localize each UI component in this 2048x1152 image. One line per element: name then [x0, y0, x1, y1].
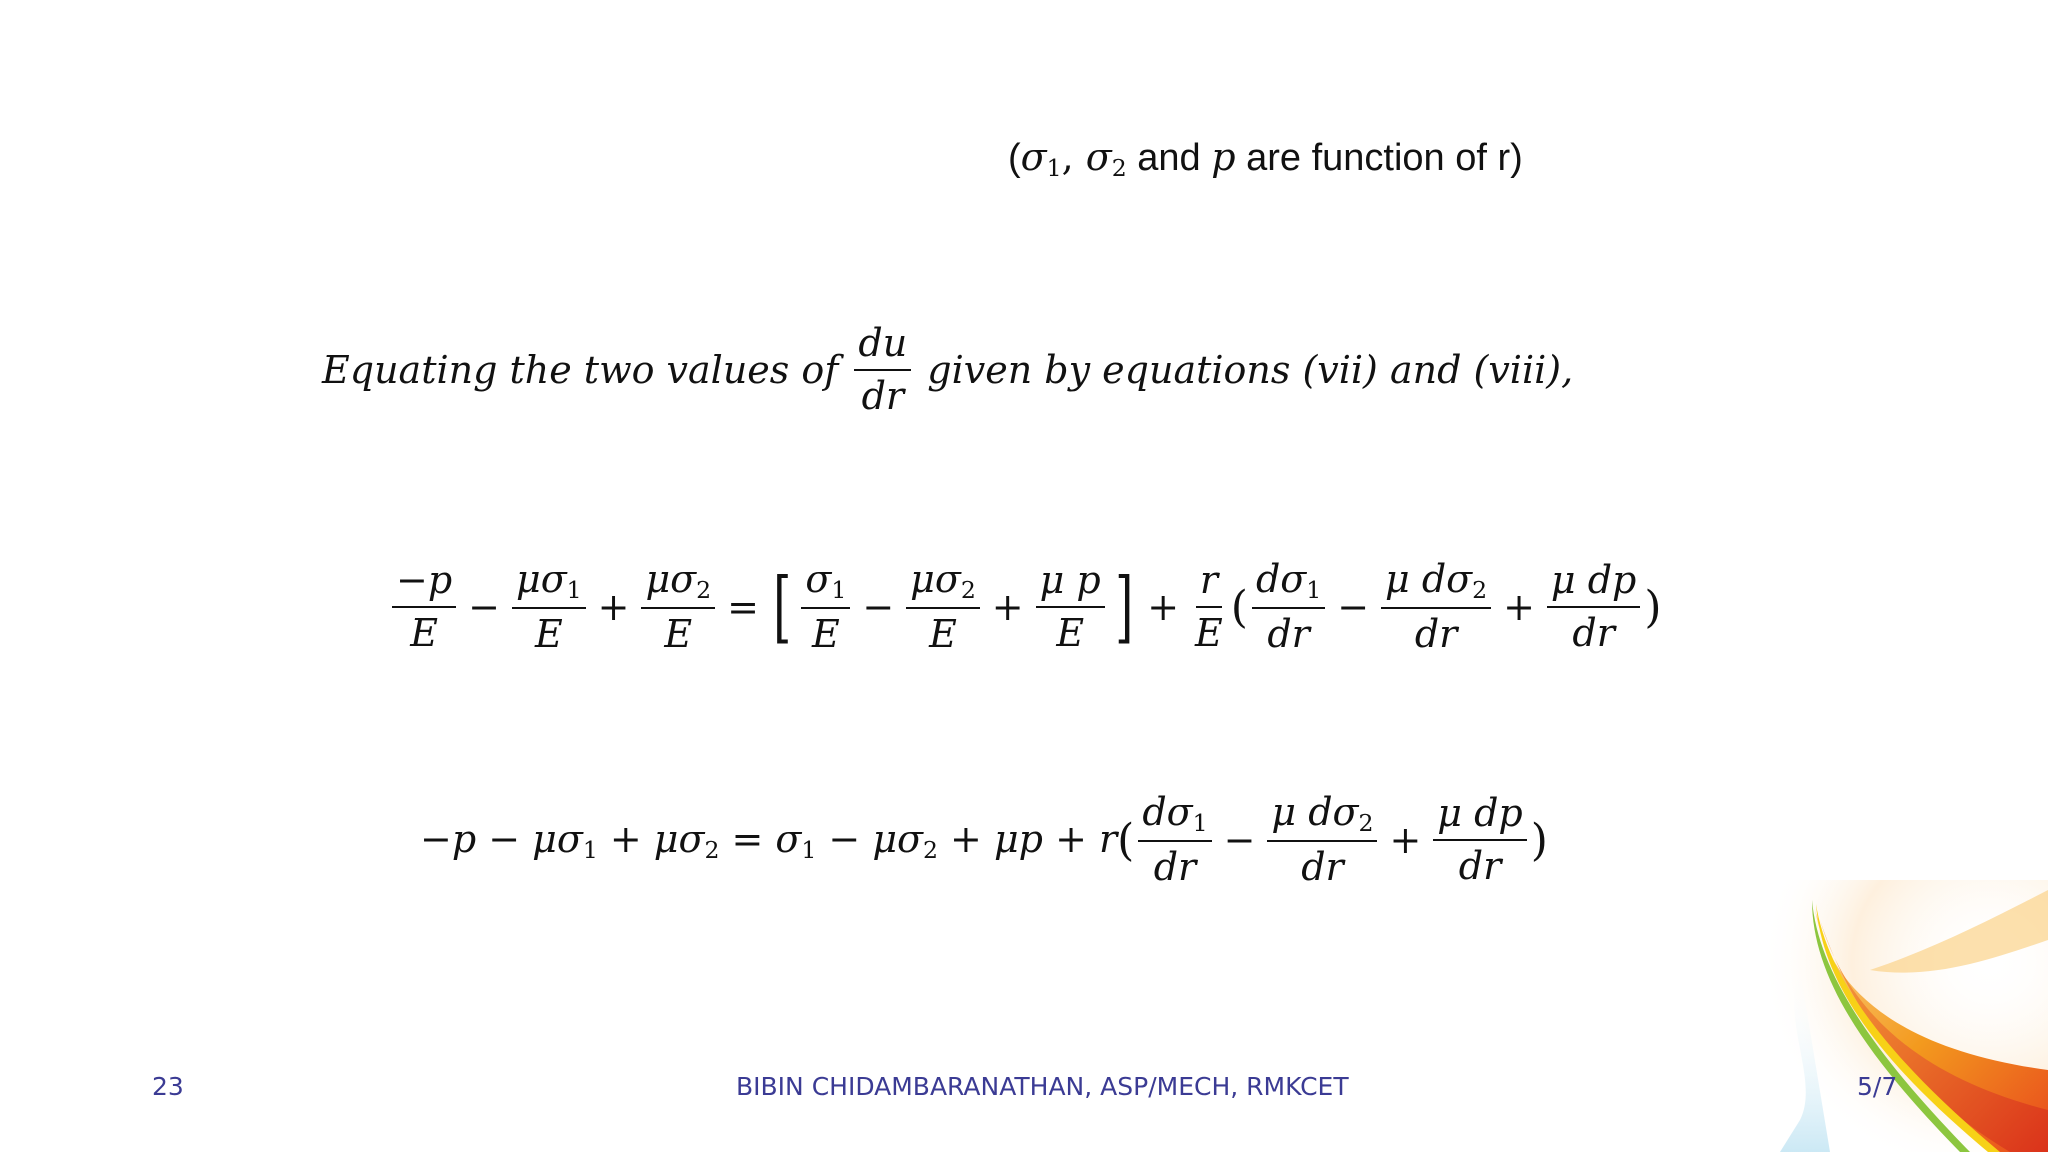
eq1-right-paren: ): [1644, 581, 1662, 633]
eq1-t1-den: E: [410, 611, 438, 655]
eq1-minus-2: −: [862, 585, 895, 629]
eq2-term-mu-dsigma2-dr: [1267, 790, 1377, 891]
eq1-t2-num: $\mu\sigma_1$: [512, 557, 586, 610]
note-sigma2: $\sigma_2$: [1085, 135, 1127, 182]
eq1-t8-den: dr: [1267, 612, 1310, 657]
eq2-f2-num: μ $d\sigma_2$: [1267, 790, 1377, 843]
eq1-t7-den: E: [1195, 611, 1223, 655]
eq1-t2-den: E: [534, 612, 563, 657]
equating-lead: Equating the two values of: [322, 348, 851, 392]
note-tail: are function of r): [1235, 137, 1523, 179]
equation-one: [388, 552, 1662, 662]
eq1-t10-den: dr: [1572, 611, 1615, 655]
eq1-equals: =: [727, 585, 759, 629]
eq1-t8-num: $d\sigma_1$: [1252, 557, 1325, 610]
note-p: p: [1211, 135, 1236, 179]
eq1-t9-num: μ $d\sigma_2$: [1381, 557, 1491, 610]
eq1-plus-1: +: [597, 585, 630, 629]
eq1-minus-1: −: [468, 585, 501, 629]
eq2-f3-num: μ dp: [1433, 791, 1526, 841]
eq2-f1-num: $d\sigma_1$: [1138, 790, 1211, 843]
eq2-minus: −: [1223, 818, 1256, 862]
eq1-t1-num: −p: [392, 558, 456, 608]
eq1-right-bracket: ]: [1114, 562, 1134, 652]
eq2-plus: +: [1389, 818, 1422, 862]
eq1-t4-num: $\sigma_1$: [801, 557, 850, 610]
eq1-term-r-over-e: [1191, 558, 1227, 656]
eq1-term-neg-p-over-e: [392, 558, 456, 656]
equating-trail: given by equations (vii) and (viii),: [915, 348, 1574, 392]
eq1-term-mu-sigma1-over-e: [512, 557, 586, 658]
corner-swoosh-icon: [1760, 880, 2048, 1152]
equating-sentence: [322, 320, 1573, 420]
eq1-plus-4: +: [1503, 585, 1535, 629]
eq1-t3-den: E: [664, 612, 693, 657]
eq1-minus-3: −: [1337, 585, 1370, 629]
du-dr-fraction: [854, 321, 911, 419]
eq1-term-mu-sigma2-over-e-b: [906, 557, 980, 658]
note-comma: ,: [1061, 135, 1086, 179]
note-open-paren: (: [1008, 137, 1021, 179]
eq1-term-dsigma1-dr: [1252, 557, 1325, 658]
eq1-term-mu-dp-dr: [1547, 558, 1640, 656]
eq1-t4-den: E: [811, 612, 840, 657]
eq1-t5-den: E: [929, 612, 957, 657]
eq1-t3-num: $\mu\sigma_2$: [641, 557, 715, 610]
page-indicator: 5/7: [1857, 1072, 1898, 1101]
eq2-f2-den: dr: [1301, 845, 1344, 890]
eq2-f3-den: dr: [1458, 844, 1502, 888]
eq1-t7-num: r: [1196, 558, 1222, 608]
dr-denominator: dr: [861, 374, 905, 418]
eq1-term-mu-sigma2-over-e: [641, 557, 715, 658]
footer-author: BIBIN CHIDAMBARANATHAN, ASP/MECH, RMKCET: [736, 1072, 1349, 1101]
eq1-t5-num: $\mu\sigma_2$: [906, 557, 980, 610]
note-sigma1: $\sigma_1$: [1020, 135, 1062, 182]
equation-two: [420, 790, 1548, 890]
slide-number: 23: [152, 1072, 184, 1101]
eq2-f1-den: dr: [1153, 845, 1197, 890]
eq1-left-bracket: [: [773, 562, 792, 652]
note-and: and: [1126, 137, 1212, 179]
eq2-term-dsigma1-dr: [1138, 790, 1211, 891]
eq2-lhs: $-p - \mu\sigma_1 + \mu\sigma_2 = \sigma_1 - \mu\sigma_2 + \mu p + r$: [420, 816, 1118, 864]
du-numerator: du: [854, 321, 911, 371]
eq1-term-mu-dsigma2-dr: [1381, 557, 1491, 658]
eq1-t10-num: μ dp: [1547, 558, 1640, 608]
eq2-left-paren: (: [1117, 814, 1135, 866]
eq1-left-paren: (: [1230, 581, 1248, 633]
eq1-term-mu-p-over-e: [1036, 558, 1105, 656]
eq1-t6-num: μ p: [1036, 558, 1105, 608]
eq1-plus-3: +: [1147, 585, 1180, 629]
eq1-t6-den: E: [1056, 611, 1085, 655]
eq2-right-paren: ): [1530, 814, 1548, 866]
eq1-t9-den: dr: [1414, 612, 1458, 657]
function-note: [1008, 130, 1523, 195]
eq1-plus-2: +: [991, 585, 1024, 629]
eq1-term-sigma1-over-e: [801, 557, 850, 658]
eq2-term-mu-dp-dr: [1433, 791, 1526, 889]
